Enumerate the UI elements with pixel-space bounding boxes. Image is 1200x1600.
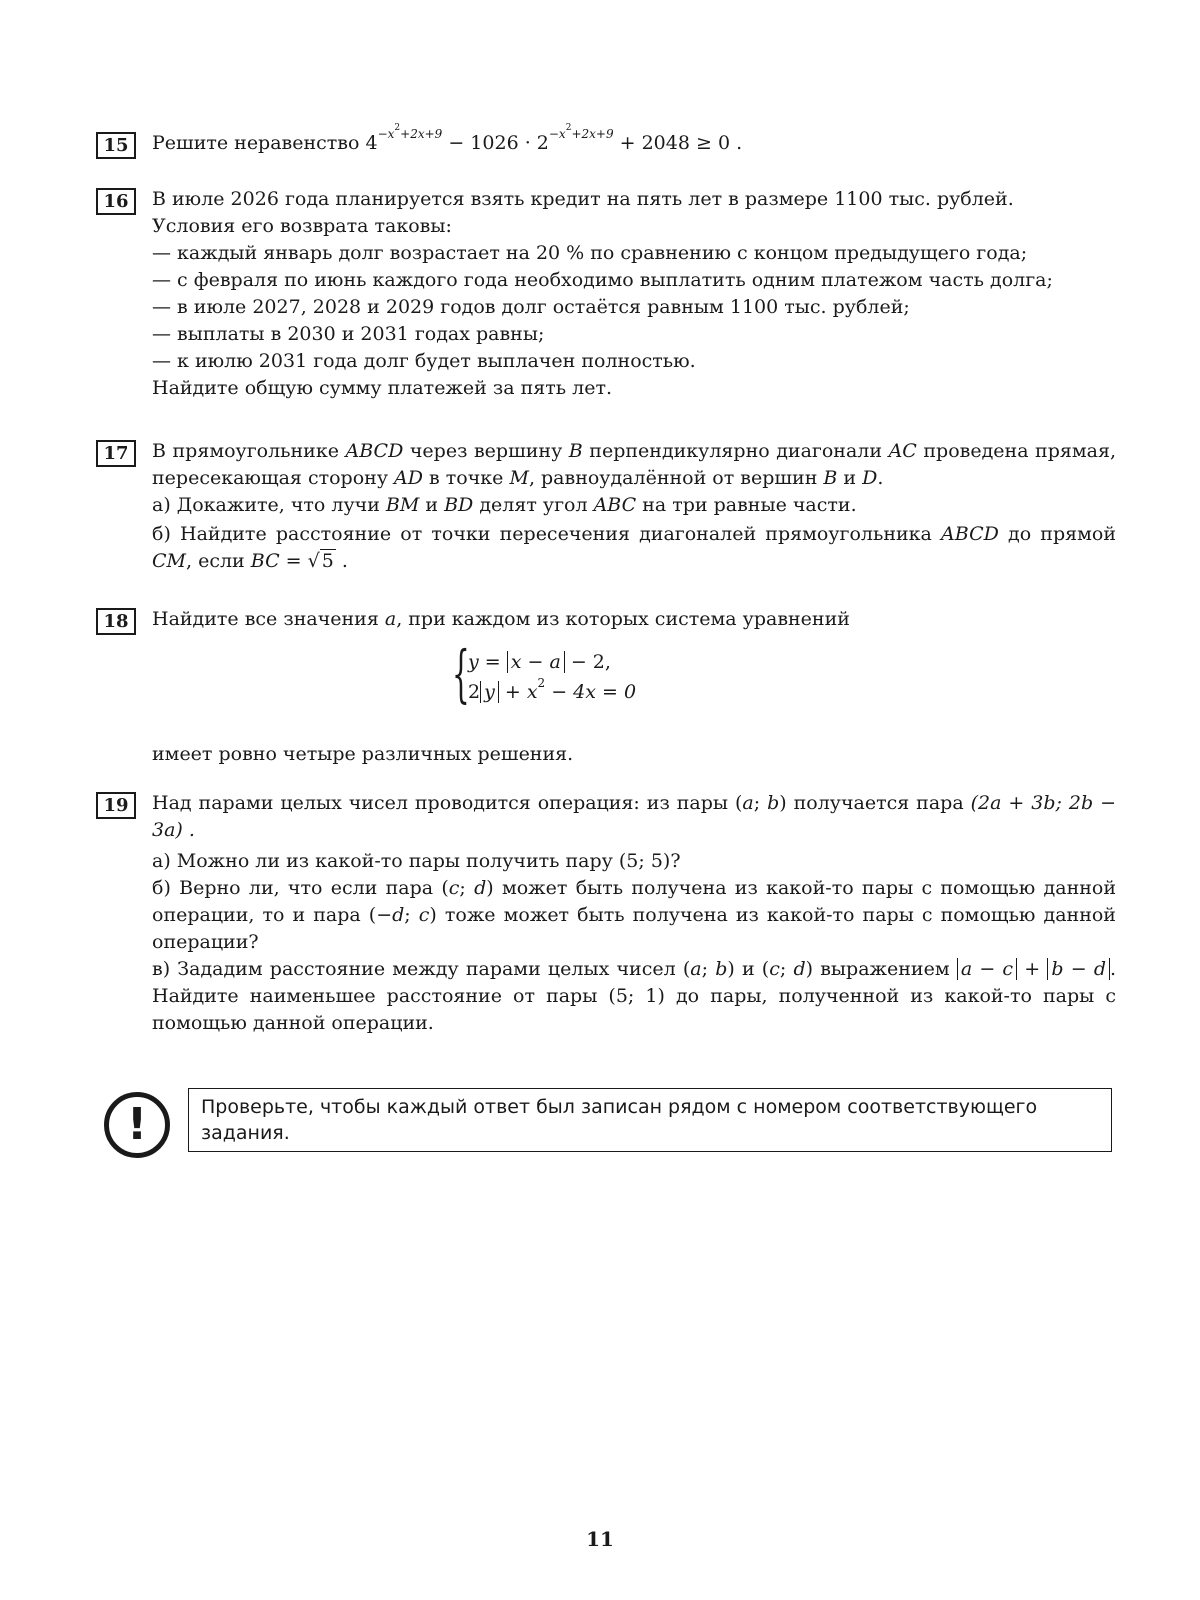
task-number: 16	[96, 188, 136, 215]
text-line: — с февраля по июнь каждого года необходимо выплатить одним платежом часть долга;	[152, 269, 1053, 291]
equation-system	[452, 637, 712, 711]
brace: {	[452, 637, 470, 710]
task-number: 15	[96, 132, 136, 159]
task-19	[96, 790, 1116, 1037]
task-number: 18	[96, 608, 136, 635]
text-line: — каждый январь долг возрастает на 20 % по сравнению с концом предыдущего года;	[152, 242, 1028, 264]
task-15	[96, 122, 1116, 157]
task-17	[96, 438, 1116, 575]
answer-reminder	[104, 1088, 1120, 1188]
equation-2: 2 $y + x^2 - 4x = 0$	[468, 675, 637, 703]
reminder-text: Проверьте, чтобы каждый ответ был записан рядом с номером соответствующего задания.	[188, 1088, 1112, 1152]
text-line: — к июлю 2031 года долг будет выплачен полностью.	[152, 350, 696, 372]
task-number: 17	[96, 440, 136, 467]
text-line: В июле 2026 года планируется взять кредит на пять лет в размере 1100 тыс. рублей.	[152, 188, 1014, 210]
text-line: — выплаты в 2030 и 2031 годах равны;	[152, 323, 545, 345]
task-text: В прямоугольнике ABCD через вершину B перпендикулярно диагонали AC проведена прямая, пересекающая сторону AD в точке M, равноудалённой от вершин B и D. а) Докажите, что лучи BM и BD делят угол ABC на три равные части. б) Найдите расстояние от точки пересечения диагоналей прямоугольника ABCD до прямой CM, если BC = √ 5 .	[152, 440, 1117, 572]
task-text: Найдите все значения a, при каждом из которых система уравнений { y = x − a − 2, 2 $y + x^2 - 4x = 0$ имеет ровно четыре различных решения.	[152, 608, 850, 765]
task-text: Решите неравенство $4^{-x^2+2x+9} - 1026 \cdot 2^{-x^2+2x+9} + 2048 \ge 0$ .	[152, 122, 743, 154]
text-line: Найдите общую сумму платежей за пять лет.	[152, 377, 612, 399]
text-line: — в июле 2027, 2028 и 2029 годов долг остаётся равным 1100 тыс. рублей;	[152, 296, 910, 318]
task-number: 19	[96, 792, 136, 819]
task-text	[152, 186, 1116, 402]
task-18	[96, 606, 1116, 768]
inequality: $4^{-x^2+2x+9} - 1026 \cdot 2^{-x^2+2x+9} + 2048 \ge 0$ .	[365, 122, 743, 154]
exclamation-circle-icon: !	[104, 1092, 170, 1158]
page-number: 11	[586, 1527, 614, 1551]
task-16	[96, 186, 1116, 402]
text-line: Условия его возврата таковы:	[152, 215, 452, 237]
task-text: Над парами целых чисел проводится операция: из пары (a; b) получается пара (2a + 3b; 2b − 3a) . а) Можно ли из какой-то пары получить пару (5; 5)? б) Верно ли, что если пара (c; d) может быть получена из какой-то пары с помощью данной операции, то и пара (−d; c) тоже может быть получена из какой-то пары с помощью данной операции? в) Зададим расстояние между парами целых чисел (a; b) и (c; d) выражением a − c + b − d . Найдите наименьшее расстояние от пары (5; 1) до пары, полученной из какой-то пары с помощью данной операции.	[152, 792, 1117, 1034]
equation-1: y = x − a − 2,	[468, 651, 611, 673]
